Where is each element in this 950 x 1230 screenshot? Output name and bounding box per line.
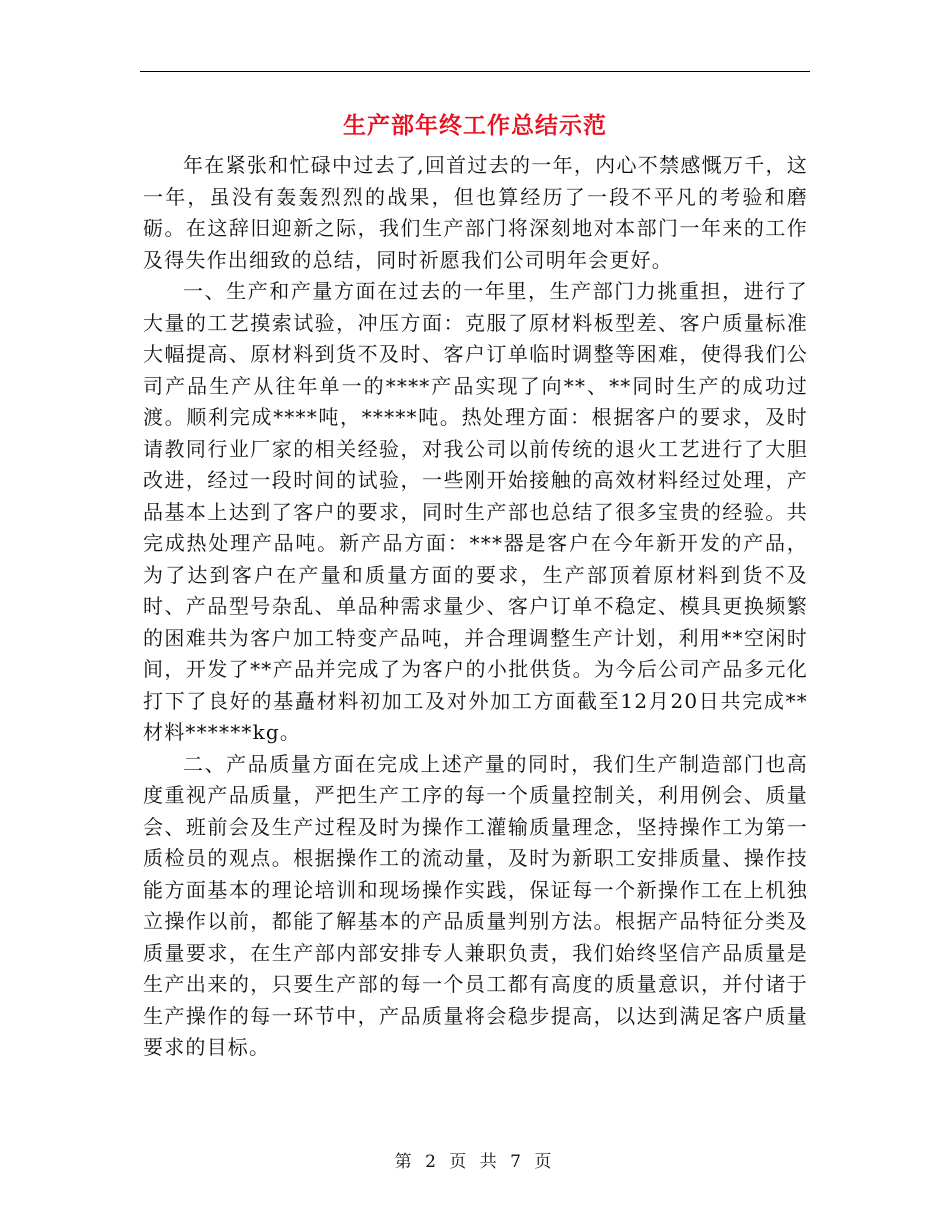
- document-title: 生产部年终工作总结示范: [343, 112, 607, 139]
- page-number-footer: 第 2 页 共 7 页: [394, 1152, 556, 1172]
- paragraph-quality: 二、产品质量方面在完成上述产量的同时，我们生产制造部门也高度重视产品质量，严把生产工序的每一个质量控制关，利用例会、质量会、班前会及生产过程及时为操作工灌输质量理念，坚持操作工为第一质检员的观点。根据操作工的流动量，及时为新职工安排质量、操作技能方面基本的理论培训和现场操作实践，保证每一个新操作工在上机独立操作以前，都能了解基本的产品质量判别方法。根据产品特征分类及质量要求，在生产部内部安排专人兼职负责，我们始终坚信产品质量是生产出来的，只要生产部的每一个员工都有高度的质量意识，并付诸于生产操作的每一环节中，产品质量将会稳步提高，以达到满足客户质量要求的目标。: [143, 751, 808, 1059]
- paragraph-production: 一、生产和产量方面在过去的一年里，生产部门力挑重担，进行了大量的工艺摸索试验，冲压方面：克服了原材料板型差、客户质量标准大幅提高、原材料到货不及时、客户订单临时调整等困难，使得我们公司产品生产从往年单一的****产品实现了向**、**同时生产的成功过渡。顺利完成****吨，*****吨。热处理方面：根据客户的要求，及时请教同行业厂家的相关经验，对我公司以前传统的退火工艺进行了大胆改进，经过一段时间的试验，一些刚开始接触的高效材料经过处理，产品基本上达到了客户的要求，同时生产部也总结了很多宝贵的经验。共完成热处理产品吨。新产品方面：***器是客户在今年新开发的产品，为了达到客户在产量和质量方面的要求，生产部顶着原材料到货不及时、产品型号杂乱、单品种需求量少、客户订单不稳定、模具更换频繁的困难共为客户加工特变产品吨，并合理调整生产计划，利用**空闲时间，开发了**产品并完成了为客户的小批供货。为今后公司产品多元化打下了良好的基矗材料初加工及对外加工方面截至12月20日共完成**材料******kg。: [143, 279, 808, 744]
- header-rule: [140, 71, 810, 72]
- document-body: [143, 150, 808, 1064]
- paragraph-intro: 年在紧张和忙碌中过去了,回首过去的一年，内心不禁感慨万千，这一年，虽没有轰轰烈烈的战果，但也算经历了一段不平凡的考验和磨砺。在这辞旧迎新之际，我们生产部门将深刻地对本部门一年来的工作及得失作出细致的总结，同时祈愿我们公司明年会更好。: [143, 153, 808, 272]
